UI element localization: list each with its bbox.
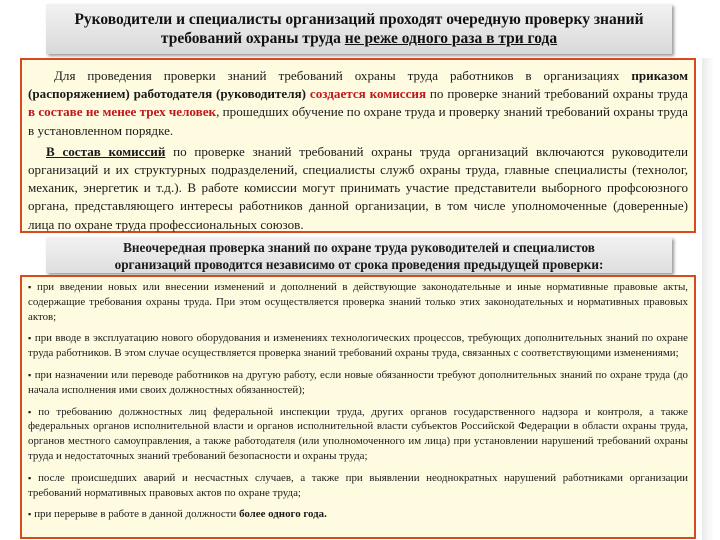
title-banner: [46, 4, 672, 54]
page-title: [46, 10, 672, 48]
list-item: ▪ после происшедших аварий и несчастных случаев, а также при выявлении неоднократных нарушений работниками организации требований нормативных правовых актов по охране труда;: [28, 471, 688, 499]
subtitle-banner: [46, 237, 672, 273]
bullet-icon: ▪: [28, 406, 36, 417]
section-subtitle: Внеочередная проверка знаний по охране труда руководителей и специалистов организаций проводится независимо от срока проведения предыдущей проверки:: [114, 240, 604, 272]
bullet-icon: ▪: [28, 282, 35, 292]
title-line-2: требований охраны труда не реже одного раза в три года: [160, 30, 558, 47]
list-item: ▪ по требованию должностных лиц федеральной инспекции труда, других органов государственного надзора и контроля, а также федеральных органов исполнительной власти и органов исполнительной власти субъектов Российской Федерации в области охраны труда, органов местного самоуправления, а также работодателя (или уполномоченного им лица) при установлении нарушений требований охраны труда и недостаточных знаний требований безопасности и охраны труда;: [28, 405, 688, 462]
commission-paragraph: Для проведения проверки знаний требований охраны труда работников в организациях приказом (распоряжением) работодателя (руководителя) создается комиссия по проверке знаний требований охраны труда в составе не менее трех человек, прошедших обучение по охране труда и проверку знаний требований охраны труда в установленном порядке.: [28, 68, 688, 138]
bullet-icon: ▪: [28, 369, 32, 380]
bullet-icon: ▪: [28, 333, 32, 344]
title-emphasis: не реже одного раза в три года: [344, 30, 558, 47]
list-item: ▪ при перерыве в работе в данной должности более одного года.: [28, 508, 327, 521]
list-item: ▪ при введении новых или внесении изменений и дополнений в действующие законодательные и иные нормативные правовые акты, содержащие требования охраны труда. При этом осуществляется проверка знаний только этих законодательных и нормативных правовых актов;: [28, 281, 688, 323]
bullet-icon: ▪: [28, 509, 32, 520]
commission-members-paragraph: В состав комиссий по проверке знаний требований охраны труда организаций включаются руководители организаций и их структурных подразделений, специалисты служб охраны труда, главные специалисты (технолог, механик, энергетик и т.д.). В работе комиссии могут принимать участие представители выборного профсоюзного органа, представляющего интересы работников данной организации, в том числе уполномоченные (доверенные) лица по охране труда профессиональных союзов.: [28, 143, 688, 232]
title-line-1: Руководители и специалисты организаций проходят очередную проверку знаний: [74, 11, 644, 28]
list-item: ▪ при назначении или переводе работников на другую работу, если новые обязанности требуют дополнительных знаний по охране труда (до начала исполнения ими своих должностных обязанностей);: [28, 368, 688, 396]
list-item: ▪ при вводе в эксплуатацию нового оборудования и изменениях технологических процессов, требующих дополнительных знаний по охране труда работников. В этом случае осуществляется проверка знаний требований охраны труда, связанных с соответствующими изменениями;: [28, 332, 688, 360]
commission-info-box: [20, 58, 696, 233]
extraordinary-check-list: [20, 275, 696, 539]
page-edge-shadow: [702, 58, 714, 540]
bullet-icon: ▪: [28, 472, 36, 483]
